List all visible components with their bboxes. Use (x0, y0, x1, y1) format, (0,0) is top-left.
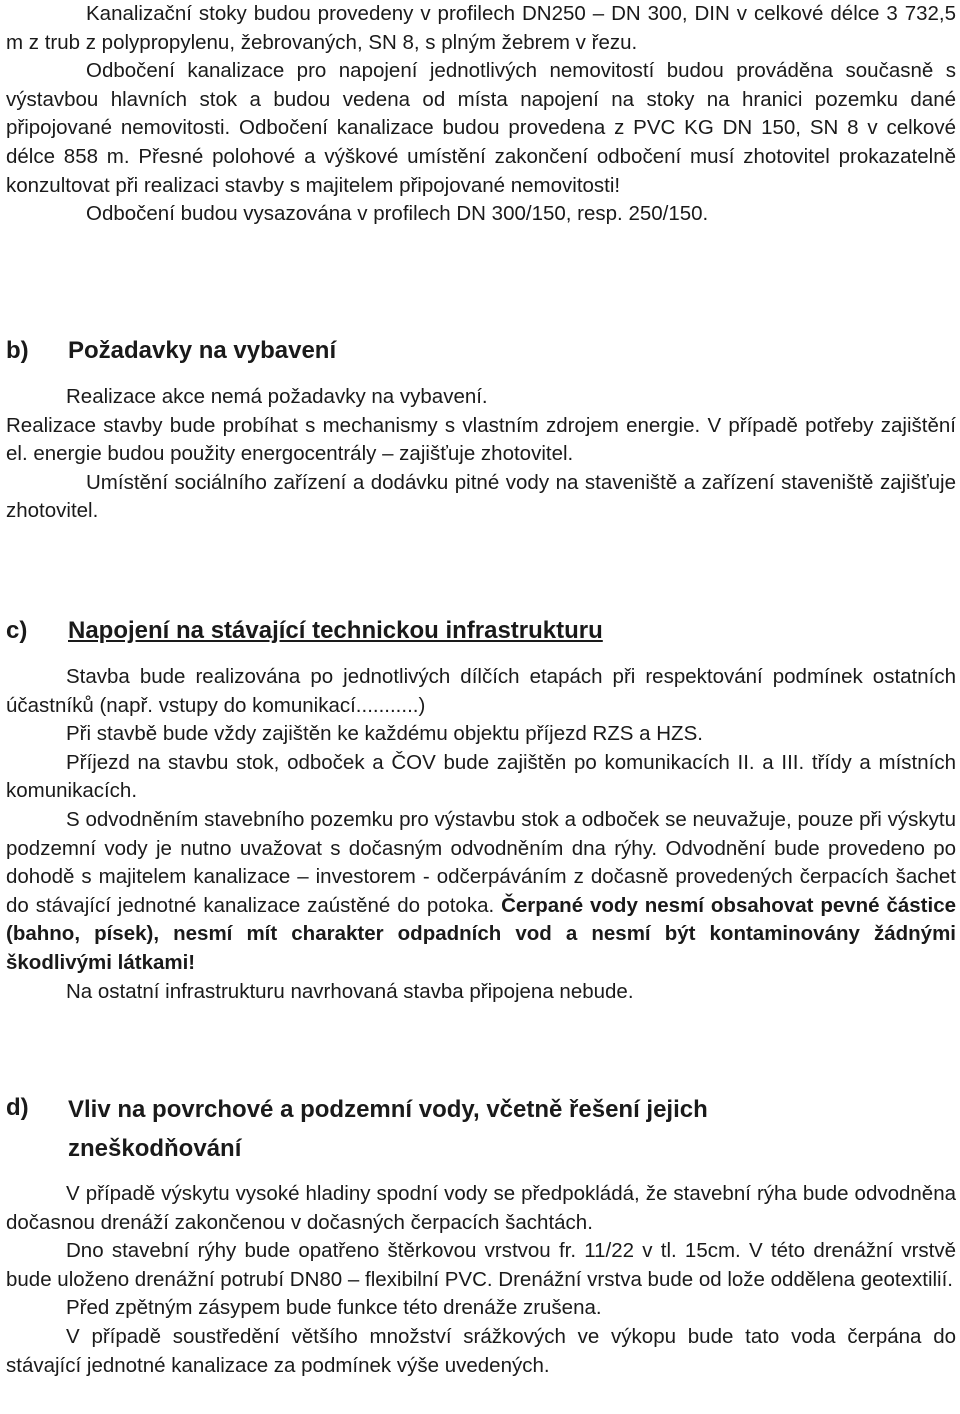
section-b-paragraph-3: Umístění sociálního zařízení a dodávku pitné vody na staveniště a zařízení staveniště zajišťuje zhotovitel. (6, 470, 956, 523)
section-c (6, 613, 956, 1006)
section-d-heading (6, 1090, 956, 1168)
section-b (6, 333, 956, 526)
section-c-paragraph-4-bold: Čerpané vody nesmí obsahovat pevné částice (bahno, písek), nesmí mít charakter odpadních vod a nesmí být kontaminovány žádnými škodlivými látkami! (6, 893, 956, 974)
section-d-paragraph-2: Dno stavební rýhy bude opatřeno štěrkovou vrstvou fr. 11/22 v tl. 15cm. V této drenážní vrstvě bude uloženo drenážní potrubí DN80 – flexibilní PVC. Drenážní vrstva bude od lože oddělena geotextilií. (6, 1239, 956, 1291)
section-d-paragraph-4: V případě soustředění většího množství srážkových ve výkopu bude tato voda čerpána do stávající jednotné kanalizace za podmínek výše uvedených. (6, 1324, 956, 1377)
section-b-heading (6, 333, 956, 369)
section-c-paragraph-4 (6, 806, 956, 978)
intro-block (6, 0, 956, 229)
section-d-letter: d) (6, 1094, 29, 1121)
section-b-title: Požadavky na vybavení (68, 337, 337, 364)
intro-paragraph-3: Odbočení budou vysazována v profilech DN 300/150, resp. 250/150. (86, 202, 709, 226)
section-d (6, 1090, 956, 1380)
section-c-letter: c) (6, 617, 28, 644)
section-c-paragraph-4-normal: S odvodněním stavebního pozemku pro výstavbu stok a odboček se neuvažuje, pouze při výskytu podzemní vody je nutno uvažovat s dočasným odvodněním dna rýhy. Odvodnění bude provedeno po dohodě s majitelem kanalizace – investorem - odčerpáváním z dočasně provedených čerpacích šachet do stávající jednotné kanalizace zaústěné do potoka. (6, 807, 956, 917)
section-c-title: Napojení na stávající technickou infrastrukturu (68, 617, 603, 644)
section-c-paragraph-5: Na ostatní infrastrukturu navrhovaná stavba připojena nebude. (66, 979, 634, 1003)
section-c-heading (6, 613, 956, 649)
section-d-paragraph-3: Před zpětným zásypem bude funkce této drenáže zrušena. (66, 1296, 602, 1320)
section-c-paragraph-1: Stavba bude realizována po jednotlivých dílčích etapách při respektování podmínek ostatních účastníků (např. vstupy do komunikací...........) (6, 665, 956, 717)
section-d-title: Vliv na povrchové a podzemní vody, včetně řešení jejich zneškodňování (68, 1096, 708, 1162)
section-b-paragraph-1: Realizace akce nemá požadavky na vybavení. (66, 385, 488, 408)
section-b-paragraph-2: Realizace stavby bude probíhat s mechanismy s vlastním zdrojem energie. V případě potřeby zajištění el. energie budou použity energocentrály – zajišťuje zhotovitel. (6, 413, 956, 466)
intro-paragraph-1: Kanalizační stoky budou provedeny v profilech DN250 – DN 300, DIN v celkové délce 3 732,5 m z trub z polypropylenu, žebrovaných, SN 8, s plným žebrem v řezu. (6, 2, 956, 54)
section-c-paragraph-3: Příjezd na stavbu stok, odboček a ČOV bude zajištěn po komunikacích II. a III. třídy a místních komunikacích. (6, 750, 956, 803)
intro-paragraph-2: Odbočení kanalizace pro napojení jednotlivých nemovitostí budou prováděna současně s výstavbou hlavních stok a budou vedena od místa napojení na stoky na hranici pozemku dané připojované nemovitosti. Odbočení kanalizace budou provedena z PVC KG DN 150, SN 8 v celkové délce 858 m. Přesné polohové a výškové umístění zakončení odbočení musí zhotovitel prokazatelně konzultovat při realizaci stavby s majitelem připojované nemovitosti! (6, 59, 956, 197)
section-c-paragraph-2: Při stavbě bude vždy zajištěn ke každému objektu příjezd RZS a HZS. (66, 722, 703, 746)
section-d-paragraph-1: V případě výskytu vysoké hladiny spodní vody se předpokládá, že stavební rýha bude odvodněna dočasnou drenáží zakončenou v dočasných čerpacích šachtách. (6, 1182, 956, 1234)
section-b-letter: b) (6, 337, 29, 364)
